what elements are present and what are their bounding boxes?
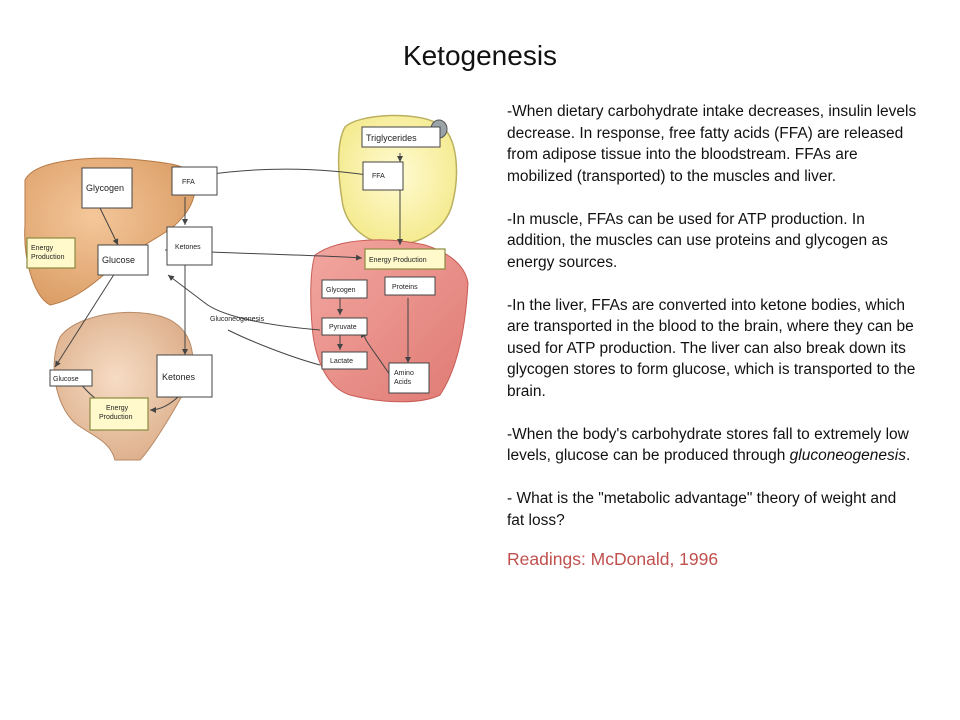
paragraph-3: -In the liver, FFAs are converted into ketone bodies, which are transported in the blood to the brain, where they can be used for ATP production. The liver can also break down its glycogen stores to form glucose, which is transported to the brain. xyxy=(507,296,916,400)
gluconeogenesis-label: Gluconeogenesis xyxy=(210,316,265,323)
ketogenesis-diagram xyxy=(20,105,475,465)
glucose-brain-label: Glucose xyxy=(53,376,79,383)
readings: Readings: McDonald, 1996 xyxy=(507,548,719,569)
gluconeogenesis-term: gluconeogenesis xyxy=(789,447,906,464)
pyruvate-label: Pyruvate xyxy=(329,324,357,331)
glycogen-liver-label: Glycogen xyxy=(86,183,125,193)
paragraph-5: - What is the "metabolic advantage" theory of weight and fat loss? xyxy=(507,490,897,529)
glycogen-muscle-label: Glycogen xyxy=(326,287,356,294)
ketones-liver-label: Ketones xyxy=(175,244,201,251)
slide-title: Ketogenesis xyxy=(402,40,558,71)
explanation-text xyxy=(507,101,917,570)
proteins-label: Proteins xyxy=(392,284,418,291)
ketones-brain-label: Ketones xyxy=(162,372,196,382)
ffa-liver-label: FFA xyxy=(182,179,195,186)
paragraph-4-text: -When the body's carbohydrate stores fall to extremely low levels, glucose can be produced through xyxy=(507,425,909,464)
energy-muscle-label: Energy Production xyxy=(369,257,427,264)
energy-liver-label: Energy Production xyxy=(31,245,65,261)
ffa-adipose-label: FFA xyxy=(372,173,385,180)
amino-acids-label: Amino Acids xyxy=(394,370,414,386)
triglycerides-label: Triglycerides xyxy=(366,133,417,143)
paragraph-1: -When dietary carbohydrate intake decreases, insulin levels decrease. In response, free fatty acids (FFA) are released from adipose tissue into the bloodstream. FFAs are mobilized (transported) to the muscles and liver. xyxy=(507,103,917,185)
glucose-liver-label: Glucose xyxy=(102,255,136,265)
paragraph-4-end: . xyxy=(905,447,911,464)
paragraph-2: -In muscle, FFAs can be used for ATP production. In addition, the muscles can use proteins and glycogen as energy sources. xyxy=(507,210,888,271)
paragraph-4 xyxy=(507,424,917,467)
energy-brain-label: Energy Production xyxy=(99,405,133,421)
lactate-label: Lactate xyxy=(330,358,353,365)
